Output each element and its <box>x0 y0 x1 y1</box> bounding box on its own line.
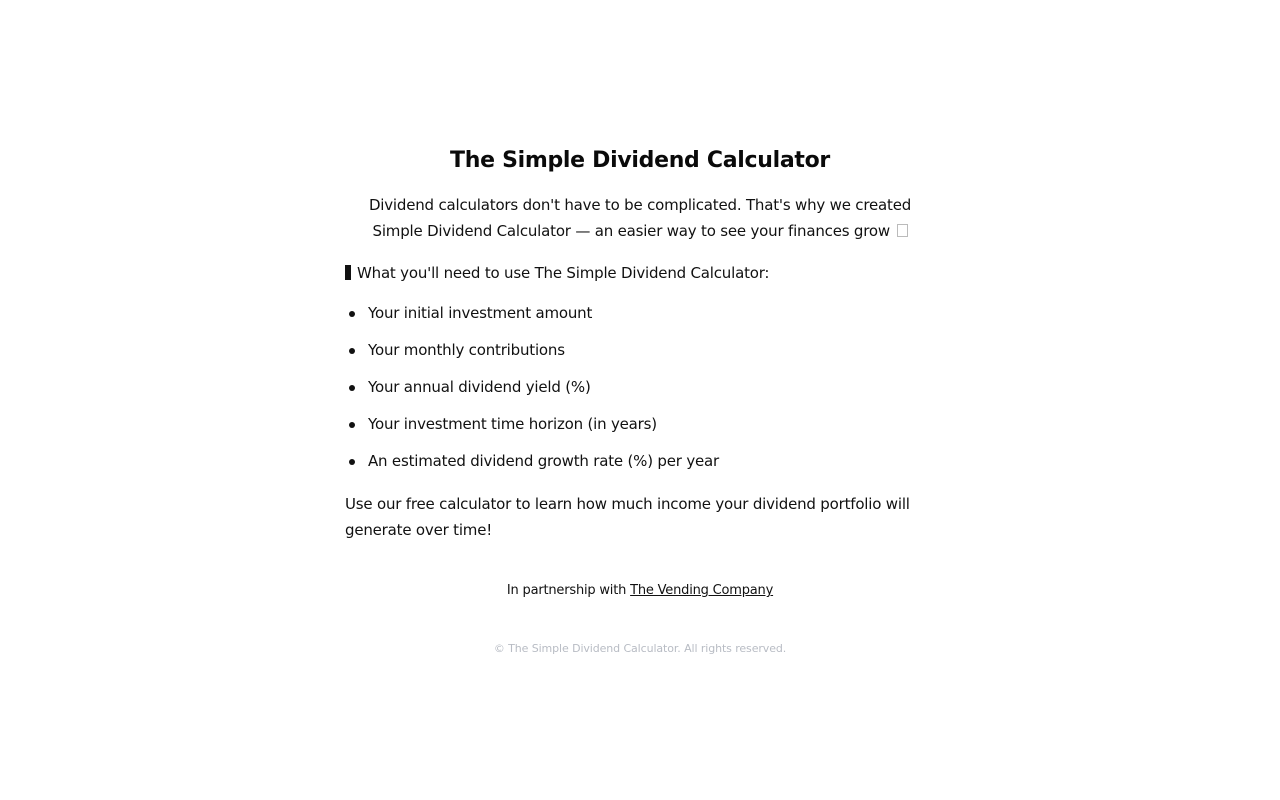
copyright-text: © The Simple Dividend Calculator. All rights reserved. <box>493 642 787 655</box>
main-content <box>345 144 935 543</box>
intro-text: Dividend calculators don't have to be complicated. That's why we created Simple Dividend Calculator — an easier way to see your finances grow <box>368 196 912 240</box>
partner-link[interactable]: The Vending Company <box>630 583 774 598</box>
bullet-icon <box>349 385 355 391</box>
bullet-icon <box>349 348 355 354</box>
list-item-label: Your monthly contributions <box>368 341 565 359</box>
bar-block-icon <box>345 265 351 280</box>
list-item <box>345 376 935 413</box>
list-item-label: Your investment time horizon (in years) <box>368 415 657 433</box>
requirements-heading <box>345 260 935 286</box>
partnership-prefix: In partnership with <box>506 583 627 598</box>
cta-paragraph: Use our free calculator to learn how much income your dividend portfolio will generate over time! <box>345 495 910 539</box>
intro-paragraph <box>345 192 935 244</box>
list-item <box>345 450 935 487</box>
list-item <box>345 339 935 376</box>
list-item <box>345 413 935 450</box>
list-item-label: An estimated dividend growth rate (%) per year <box>368 452 719 470</box>
list-item-label: Your initial investment amount <box>368 304 593 322</box>
page-title: The Simple Dividend Calculator <box>450 148 830 173</box>
partnership-line <box>0 583 1280 598</box>
bullet-icon <box>349 459 355 465</box>
requirements-heading-text: What you'll need to use The Simple Dividend Calculator: <box>357 264 770 282</box>
missing-glyph-icon <box>897 224 908 237</box>
bullet-icon <box>349 422 355 428</box>
requirements-list <box>345 302 935 487</box>
list-item <box>345 302 935 339</box>
list-item-label: Your annual dividend yield (%) <box>368 378 591 396</box>
bullet-icon <box>349 311 355 317</box>
